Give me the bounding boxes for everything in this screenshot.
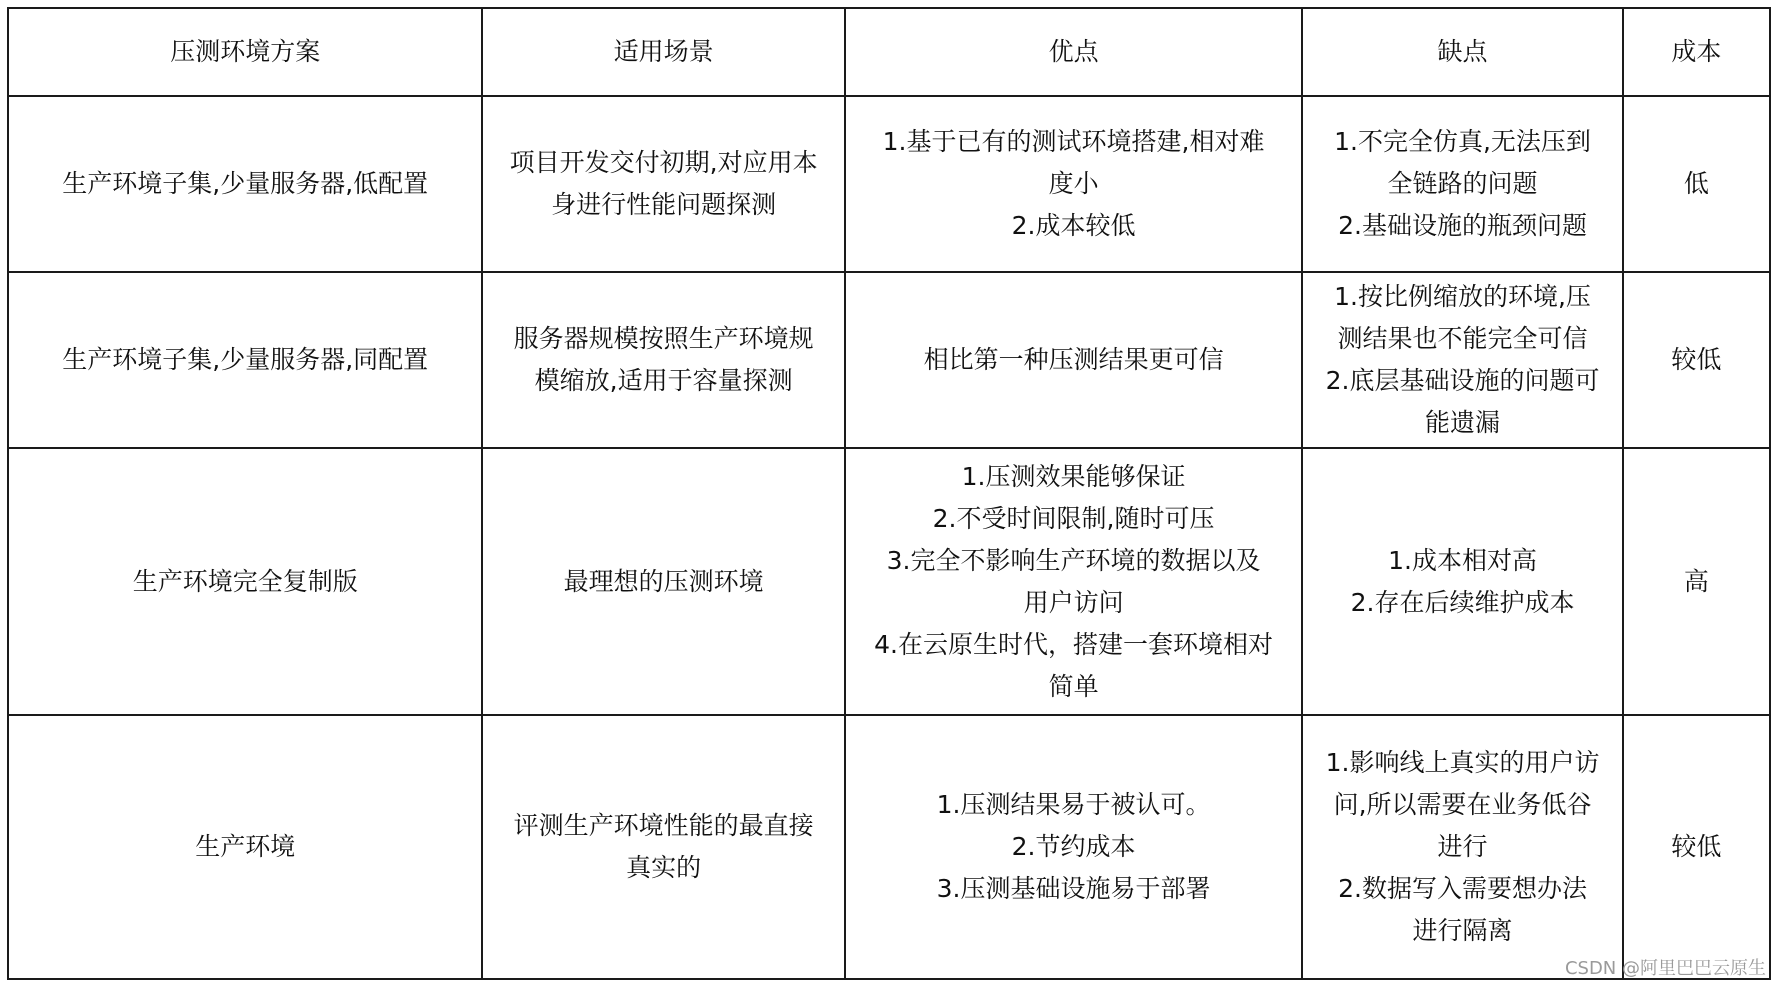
cell-scenario: 最理想的压测环境 bbox=[482, 448, 844, 715]
watermark: CSDN @阿里巴巴云原生 bbox=[1564, 958, 1766, 979]
header-scenario: 适用场景 bbox=[482, 8, 844, 96]
header-pros: 优点 bbox=[845, 8, 1302, 96]
cell-cost: 较低 bbox=[1623, 272, 1770, 448]
cell-cost: 较低 bbox=[1623, 715, 1770, 979]
cell-scheme: 生产环境 bbox=[8, 715, 482, 979]
cell-pros: 1.基于已有的测试环境搭建,相对难 度小 2.成本较低 bbox=[845, 96, 1302, 272]
cell-pros: 1.压测效果能够保证 2.不受时间限制,随时可压 3.完全不影响生产环境的数据以及 用户访问 4.在云原生时代，搭建一套环境相对 简单 bbox=[845, 448, 1302, 715]
cell-cons: 1.不完全仿真,无法压到 全链路的问题 2.基础设施的瓶颈问题 bbox=[1302, 96, 1622, 272]
table-row bbox=[8, 96, 1770, 272]
cell-cost: 高 bbox=[1623, 448, 1770, 715]
cell-scenario: 服务器规模按照生产环境规 模缩放,适用于容量探测 bbox=[482, 272, 844, 448]
cell-scheme: 生产环境子集,少量服务器,同配置 bbox=[8, 272, 482, 448]
cell-cons: 1.影响线上真实的用户访 问,所以需要在业务低谷 进行 2.数据写入需要想办法 进行隔离 bbox=[1302, 715, 1622, 979]
table-header-row bbox=[8, 8, 1770, 96]
cell-cons: 1.成本相对高 2.存在后续维护成本 bbox=[1302, 448, 1622, 715]
header-scheme: 压测环境方案 bbox=[8, 8, 482, 96]
cell-pros: 相比第一种压测结果更可信 bbox=[845, 272, 1302, 448]
cell-cons: 1.按比例缩放的环境,压 测结果也不能完全可信 2.底层基础设施的问题可 能遗漏 bbox=[1302, 272, 1622, 448]
table-row bbox=[8, 272, 1770, 448]
cell-scenario: 项目开发交付初期,对应用本 身进行性能问题探测 bbox=[482, 96, 844, 272]
cell-pros: 1.压测结果易于被认可。 2.节约成本 3.压测基础设施易于部署 bbox=[845, 715, 1302, 979]
header-cost: 成本 bbox=[1623, 8, 1770, 96]
comparison-table bbox=[7, 7, 1771, 980]
cell-scenario: 评测生产环境性能的最直接 真实的 bbox=[482, 715, 844, 979]
cell-cost: 低 bbox=[1623, 96, 1770, 272]
table-row bbox=[8, 448, 1770, 715]
cell-scheme: 生产环境子集,少量服务器,低配置 bbox=[8, 96, 482, 272]
table-row bbox=[8, 715, 1770, 979]
header-cons: 缺点 bbox=[1302, 8, 1622, 96]
cell-scheme: 生产环境完全复制版 bbox=[8, 448, 482, 715]
